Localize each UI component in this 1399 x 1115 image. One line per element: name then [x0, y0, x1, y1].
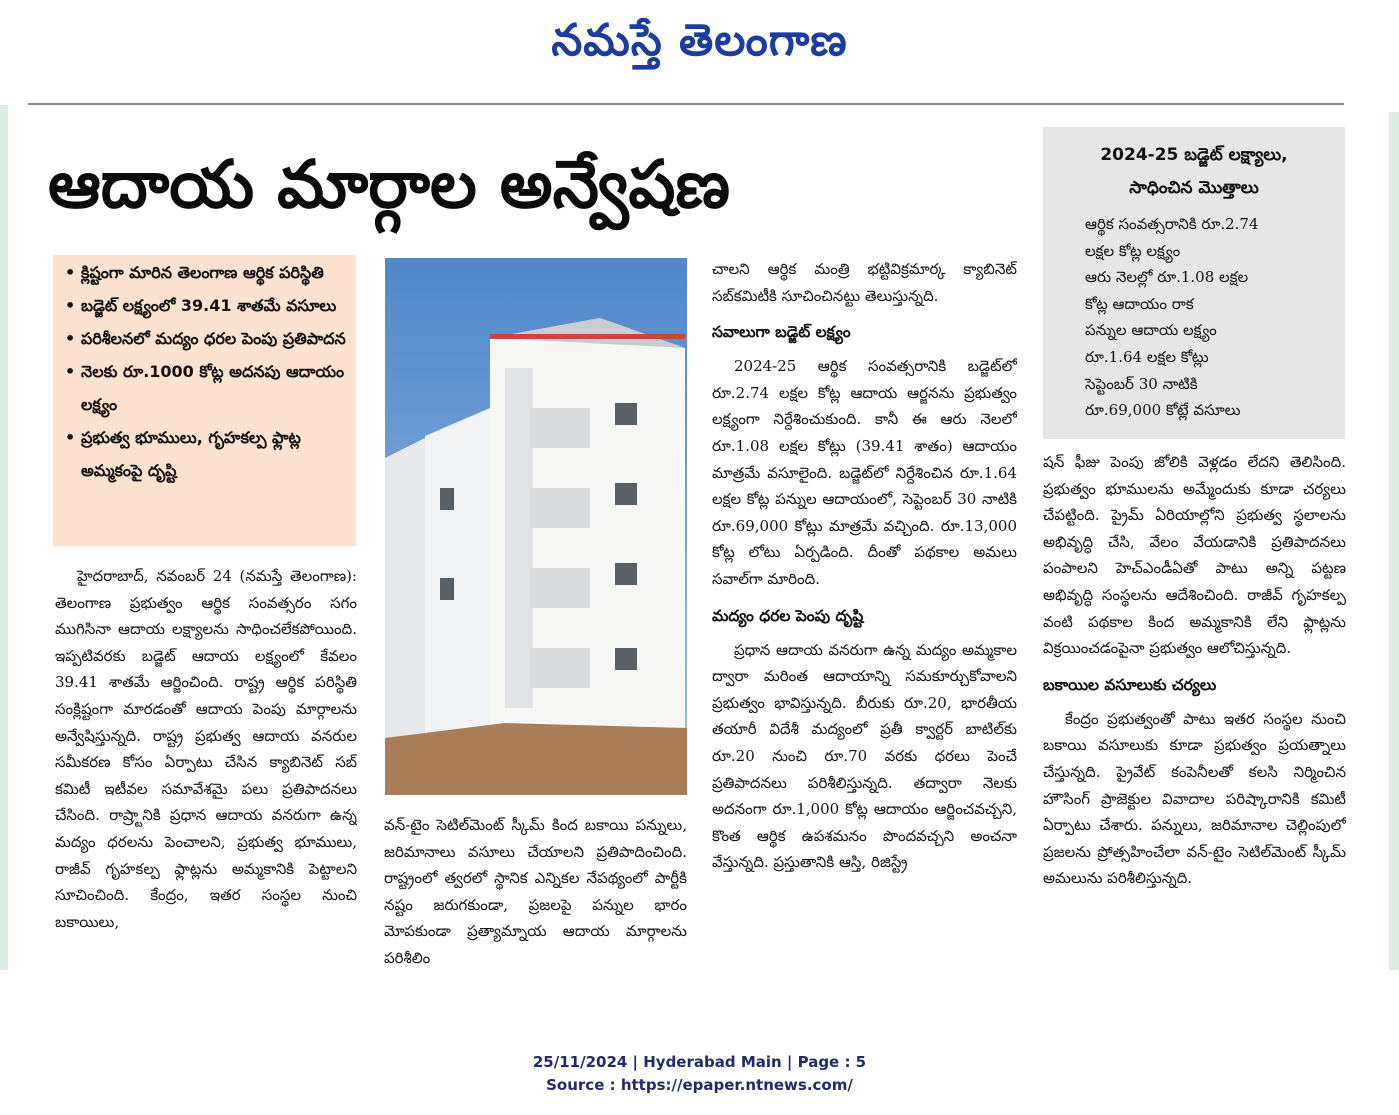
box-items — [1055, 211, 1333, 424]
highlight-item: • నెలకు రూ.1000 కోట్ల అదనపు ఆదాయం లక్ష్యం — [63, 355, 350, 421]
article-paragraph: షన్ ఫీజు పెంపు జోలికి వెళ్లడం లేదని తెలిసింది. ప్రభుత్వం భూములను అమ్మేందుకు కూడా చర్యలు చేపట్టింది. ప్రైమ్ ఏరియాల్లోని ప్రభుత్వ స్థలాలను అభివృద్ధి చేసి, వేలం వేయడానికి ప్రతిపాదనలు పంపాలని హెచ్‌ఎండీఏతో పాటు అన్ని పట్టణ అభివృద్ధి సంస్థలను ఆదేశించింది. రాజీవ్ గృహకల్ప వంటి పథకాల కింద అమ్మకానికి లేని ఫ్లాట్లను విక్రయించడంపైనా ప్రభుత్వం ఆలోచిస్తున్నది. — [1043, 453, 1346, 658]
box-item-line: లక్షల కోట్ల లక్ష్యం — [1085, 241, 1181, 260]
article-paragraph: కేంద్రం ప్రభుత్వంతో పాటు ఇతర సంస్థల నుంచి బకాయి వసూలుకు కూడా ప్రభుత్వం ప్రయత్నాలు చేస్తున్నది. ప్రైవేట్ కంపెనీలతో కలసి నిర్మించిన హౌసింగ్ ప్రాజెక్టుల వివాదాల పరిష్కారానికి కమిటీ ఏర్పాటు చేశారు. పన్నులు, జరిమానాల చెల్లింపులో ప్రజలను ప్రోత్సహించేలా వన్-టైం సెటిల్‌మెంట్ స్కీమ్ అమలును పరిశీలిస్తున్నది. — [1043, 709, 1346, 888]
article-headline: ఆదాయ మార్గాల అన్వేషణ — [48, 146, 730, 223]
box-item-line: రూ.69,000 కోట్లే వసూలు — [1085, 401, 1241, 420]
box-item-line: పన్నుల ఆదాయ లక్ష్యం — [1085, 321, 1217, 340]
footer-source: Source : https://epaper.ntnews.com/ — [546, 1076, 853, 1094]
article-column-2 — [384, 812, 687, 978]
budget-targets-box — [1043, 127, 1345, 439]
box-title-line: 2024-25 బడ్జెట్ లక్ష్యాలు, — [1100, 145, 1288, 165]
box-title-line: సాధించిన మొత్తాలు — [1129, 178, 1259, 198]
page-edge-right — [1389, 112, 1399, 970]
article-paragraph: చాలని ఆర్థిక మంత్రి భట్టివిక్రమార్క క్యాబినెట్ సబ్‌కమిటీకి సూచించినట్టు తెలుస్తున్నది. — [712, 260, 1017, 305]
box-item-line: సెప్టెంబర్ 30 నాటికి — [1085, 374, 1198, 393]
highlight-item: • ప్రభుత్వ భూములు, గృహకల్ప ఫ్లాట్ల అమ్మకంపై దృష్టి — [63, 421, 350, 487]
subheading-liquor-price: మద్యం ధరల పెంపు దృష్టి — [712, 606, 864, 625]
box-item-line: ఆరు నెలల్లో రూ.1.08 లక్షల — [1085, 268, 1249, 287]
page-edge-left — [0, 105, 8, 970]
article-column-4 — [1043, 449, 1346, 979]
article-column-3 — [712, 256, 1017, 978]
highlight-item: • క్లిష్టంగా మారిన తెలంగాణ ఆర్థిక పరిస్థితి — [63, 256, 350, 289]
box-item-line: రూ.1.64 లక్షల కోట్లు — [1085, 347, 1209, 366]
footer-date-edition: 25/11/2024 | Hyderabad Main | Page : 5 — [532, 1053, 867, 1071]
subheading-dues-recovery: బకాయిల వసూలుకు చర్యలు — [1043, 675, 1217, 694]
article-paragraph: వన్-టైం సెటిల్‌మెంట్ స్కీమ్ కింద బకాయి పన్నులు, జరిమానాలు వసూలు చేయాలని ప్రతిపాదించింది. రాష్ట్రంలో త్వరలో స్థానిక ఎన్నికల నేపథ్యంలో పార్టీకి నష్టం జరుగకుండా, ప్రజలపై పన్నుల భారం మోపకుండా ప్రత్యామ్నాయ ఆదాయ మార్గాలను పరిశీలిం — [384, 816, 687, 967]
article-column-1 — [55, 563, 357, 978]
highlight-item: • బడ్జెట్ లక్ష్యంలో 39.41 శాతమే వసూలు — [63, 289, 350, 322]
masthead-rule — [28, 103, 1344, 105]
highlight-item: • పరిశీలనలో మద్యం ధరల పెంపు ప్రతిపాదన — [63, 322, 350, 355]
subheading-budget-target: సవాలుగా బడ్జెట్ లక్ష్యం — [712, 323, 851, 342]
highlights-list — [63, 256, 350, 487]
box-item-line: ఆర్థిక సంవత్సరానికి రూ.2.74 — [1085, 215, 1259, 233]
box-item-line: కోట్ల ఆదాయం రాక — [1085, 294, 1194, 313]
article-paragraph: 2024-25 ఆర్థిక సంవత్సరానికి బడ్జెట్‌లో రూ.2.74 లక్షల కోట్ల ఆదాయ ఆర్జనను ప్రభుత్వం లక్ష్యంగా నిర్దేశించుకుంది. కానీ ఈ ఆరు నెలలో రూ.1.08 లక్షల కోట్లు (39.41 శాతం) ఆదాయం మాత్రమే వసూలైంది. బడ్జెట్‌లో నిర్దేశించిన రూ.1.64 లక్షల కోట్ల పన్నుల ఆదాయంలో, సెప్టెంబర్ 30 నాటికి రూ.69,000 కోట్లు మాత్రమే వచ్చింది. రూ.13,000 కోట్ల లోటు ఏర్పడింది. దీంతో పథకాల అమలు సవాల్‌గా మారింది. — [712, 357, 1017, 588]
highlights-box — [53, 255, 356, 546]
housing-building-image — [385, 258, 687, 795]
masthead-title: నమస్తే తెలంగాణ — [551, 15, 848, 66]
article-photo — [385, 258, 687, 795]
article-paragraph: ప్రధాన ఆదాయ వనరుగా ఉన్న మద్యం అమ్మకాల ద్వారా మరింత ఆదాయాన్ని సమకూర్చుకోవాలని ప్రభుత్వం భావిస్తున్నది. బీరుకు రూ.20, భారతీయ తయారీ విదేశీ మద్యంలో ప్రతీ క్వార్టర్ బాటిల్‌కు రూ.20 నుంచి రూ.70 వరకు ధరలు పెంచే ప్రతిపాదనలు పరిశీలిస్తున్నది. తద్వారా నెలకు అదనంగా రూ.1,000 కోట్ల ఆదాయం ఆర్జించవచ్చని, కొంత ఆర్థిక ఉపశమనం పొందవచ్చని అంచనా వేస్తున్నది. ప్రస్తుతానికి ఆస్తి, రిజిస్ట్రే — [712, 640, 1017, 872]
article-paragraph: హైదరాబాద్, నవంబర్ 24 (నమస్తే తెలంగాణ): తెలంగాణ ప్రభుత్వం ఆర్థిక సంవత్సరం సగం ముగిసినా ఆదాయ లక్ష్యాలను సాధించలేకపోయింది. ఇప్పటివరకు బడ్జెట్ ఆదాయ లక్ష్యంలో కేవలం 39.41 శాతమే ఆర్జించింది. రాష్ట్ర ఆర్థిక పరిస్థితి సంక్లిష్టంగా మారడంతో ఆదాయ పెంపు మార్గాలను అన్వేషిస్తున్నది. రాష్ట్ర ప్రభుత్వ ఆదాయ వనరుల సమీకరణ కోసం ఏర్పాటు చేసిన క్యాబినెట్ సబ్ కమిటీ ఇటీవల సమావేశమై పలు ప్రతిపాదనలు చేసింది. రాష్ర్టానికి ప్రధాన ఆదాయ వనరుగా ఉన్న మద్యం ధరలను పెంచాలని, ప్రభుత్వ భూములు, రాజీవ్ గృహకల్ప ఫ్లాట్లను అమ్మకానికి పెట్టాలని సూచించింది. కేంద్రం, ఇతర సంస్థల నుంచి బకాయిలు, — [55, 567, 357, 931]
